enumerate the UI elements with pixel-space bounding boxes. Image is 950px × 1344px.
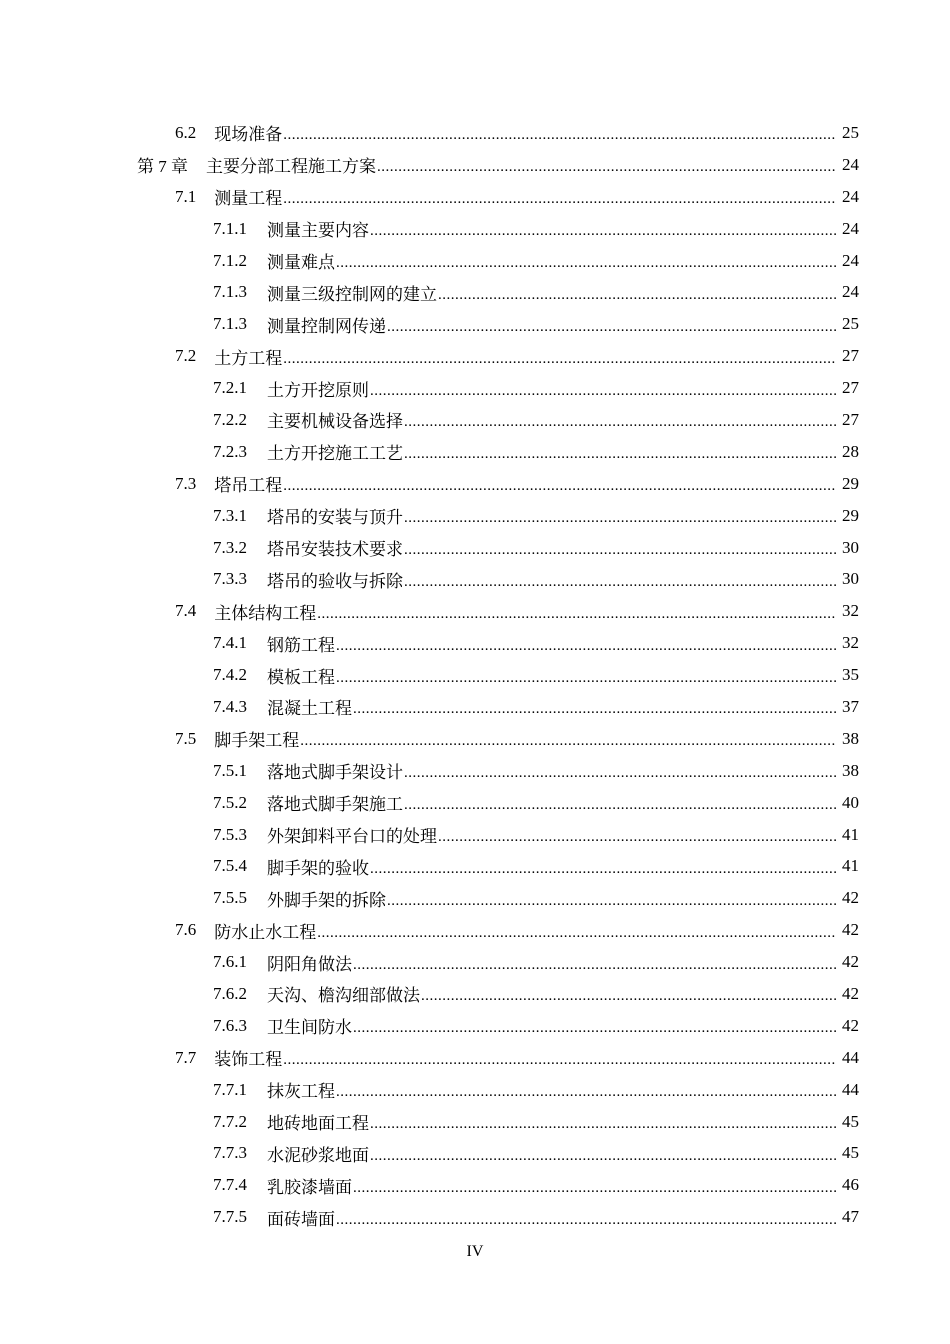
toc-entry-title: 外架卸料平台口的处理 <box>267 827 437 847</box>
toc-entry-title: 土方工程 <box>214 348 283 368</box>
toc-entry[interactable] <box>0 946 950 978</box>
toc-entry-number: 第 7 章 <box>137 157 188 177</box>
dot-leader <box>421 985 836 1002</box>
toc-entry-number: 7.7.3 <box>213 1143 247 1163</box>
toc-entry-number: 7.5.3 <box>213 824 247 844</box>
toc-entry[interactable] <box>0 595 950 627</box>
toc-entry[interactable] <box>0 436 950 468</box>
toc-entry-title: 脚手架工程 <box>214 731 300 751</box>
dot-leader <box>283 348 836 365</box>
toc-entry[interactable] <box>0 1010 950 1042</box>
toc-entry-number: 7.1.3 <box>213 282 247 302</box>
toc-entry-number: 7.3 <box>175 473 197 493</box>
toc-entry[interactable] <box>0 1106 950 1138</box>
dot-leader <box>438 826 836 843</box>
toc-entry[interactable] <box>0 1138 950 1170</box>
toc-entry[interactable] <box>0 1201 950 1233</box>
dot-leader <box>370 220 836 237</box>
dot-leader <box>370 1113 836 1130</box>
dot-leader <box>336 635 836 652</box>
toc-entry[interactable] <box>0 787 950 819</box>
toc-entry[interactable] <box>0 500 950 532</box>
toc-entry[interactable] <box>0 340 950 372</box>
toc-entry-number: 7.3.2 <box>213 537 247 557</box>
dot-leader <box>370 380 836 397</box>
dot-leader <box>353 954 836 971</box>
dot-leader <box>283 475 836 492</box>
toc-entry[interactable] <box>0 372 950 404</box>
toc-entry-page: 47 <box>842 1207 859 1227</box>
toc-entry[interactable] <box>0 659 950 691</box>
toc-entry[interactable] <box>0 1074 950 1106</box>
toc-entry-page: 42 <box>842 952 859 972</box>
toc-entry-title: 测量工程 <box>214 189 283 209</box>
toc-entry-title: 阴阳角做法 <box>267 954 352 974</box>
toc-entry-page: 24 <box>842 282 859 302</box>
toc-entry-title: 钢筋工程 <box>267 635 335 655</box>
toc-entry-title: 混凝土工程 <box>267 699 352 719</box>
toc-entry-title: 落地式脚手架施工 <box>267 795 403 815</box>
toc-entry-title: 主体结构工程 <box>214 603 317 623</box>
dot-leader <box>387 316 836 333</box>
toc-entry-page: 24 <box>842 218 859 238</box>
toc-entry-number: 7.1.2 <box>213 250 247 270</box>
toc-entry[interactable] <box>0 978 950 1010</box>
dot-leader <box>300 730 836 747</box>
toc-entry-page: 45 <box>842 1111 859 1131</box>
toc-entry-page: 30 <box>842 537 859 557</box>
dot-leader <box>404 762 836 779</box>
dot-leader <box>404 507 836 524</box>
toc-entry-page: 42 <box>842 1015 859 1035</box>
toc-entry-page: 41 <box>842 824 859 844</box>
toc-entry-number: 7.5.2 <box>213 792 247 812</box>
dot-leader <box>404 794 836 811</box>
toc-entry-title: 外脚手架的拆除 <box>267 890 386 910</box>
toc-entry-title: 装饰工程 <box>214 1050 283 1070</box>
toc-entry[interactable] <box>0 1042 950 1074</box>
dot-leader <box>438 284 836 301</box>
toc-entry-title: 面砖墙面 <box>267 1209 335 1229</box>
toc-entry[interactable] <box>0 468 950 500</box>
toc-entry-number: 7.3.3 <box>213 569 247 589</box>
toc-entry-page: 32 <box>842 601 859 621</box>
dot-leader <box>336 667 836 684</box>
dot-leader <box>283 124 836 141</box>
dot-leader <box>336 252 836 269</box>
toc-entry-page: 24 <box>842 186 859 206</box>
toc-entry-page: 42 <box>842 888 859 908</box>
toc-entry-number: 7.5.5 <box>213 888 247 908</box>
toc-entry[interactable] <box>0 563 950 595</box>
toc-entry-page: 35 <box>842 665 859 685</box>
toc-entry-number: 7.5 <box>175 728 197 748</box>
toc-entry[interactable] <box>0 914 950 946</box>
dot-leader <box>336 1209 836 1226</box>
toc-entry[interactable] <box>0 882 950 914</box>
toc-entry-page: 42 <box>842 920 859 940</box>
toc-entry-page: 24 <box>842 250 859 270</box>
toc-entry[interactable] <box>0 276 950 308</box>
toc-entry[interactable] <box>0 213 950 245</box>
toc-entry-number: 7.4.2 <box>213 665 247 685</box>
toc-entry-title: 塔吊的安装与顶升 <box>267 508 403 528</box>
toc-entry[interactable] <box>0 723 950 755</box>
dot-leader <box>404 571 836 588</box>
toc-entry-number: 7.7.4 <box>213 1175 247 1195</box>
dot-leader <box>404 443 836 460</box>
toc-entry[interactable] <box>0 181 950 213</box>
toc-entry-title: 塔吊安装技术要求 <box>267 540 403 560</box>
toc-entry-page: 25 <box>842 122 859 142</box>
toc-entry-title: 测量主要内容 <box>267 221 369 241</box>
toc-entry[interactable] <box>0 149 950 181</box>
toc-entry-number: 7.6 <box>175 920 197 940</box>
toc-entry-title: 防水止水工程 <box>214 922 317 942</box>
toc-entry-title: 测量三级控制网的建立 <box>267 284 437 304</box>
toc-entry-title: 主要机械设备选择 <box>267 412 403 432</box>
toc-entry-number: 7.2.3 <box>213 441 247 461</box>
dot-leader <box>370 858 836 875</box>
dot-leader <box>283 1049 836 1066</box>
toc-entry-page: 42 <box>842 983 859 1003</box>
toc-entry-page: 38 <box>842 760 859 780</box>
toc-entry-page: 32 <box>842 633 859 653</box>
dot-leader <box>353 698 836 715</box>
toc-entry-page: 28 <box>842 441 859 461</box>
toc-entry-number: 7.5.4 <box>213 856 247 876</box>
toc-entry-page: 27 <box>842 346 859 366</box>
toc-entry-number: 7.6.3 <box>213 1015 247 1035</box>
dot-leader <box>353 1017 836 1034</box>
toc-entry-title: 落地式脚手架设计 <box>267 763 403 783</box>
toc-entry-title: 模板工程 <box>267 667 335 687</box>
toc-entry-title: 塔吊工程 <box>214 476 283 496</box>
toc-entry-number: 7.4.3 <box>213 696 247 716</box>
toc-entry-title: 抹灰工程 <box>267 1082 335 1102</box>
toc-entry-page: 45 <box>842 1143 859 1163</box>
toc-entry-page: 37 <box>842 696 859 716</box>
toc-entry[interactable] <box>0 404 950 436</box>
toc-entry-page: 30 <box>842 569 859 589</box>
toc-entry-number: 7.2.2 <box>213 409 247 429</box>
toc-entry[interactable] <box>0 755 950 787</box>
toc-entry-page: 24 <box>842 154 859 174</box>
toc-entry-title: 天沟、檐沟细部做法 <box>267 986 420 1006</box>
toc-entry-number: 7.4.1 <box>213 633 247 653</box>
toc-entry-title: 主要分部工程施工方案 <box>206 157 376 177</box>
toc-entry[interactable] <box>0 308 950 340</box>
toc-entry-number: 7.5.1 <box>213 760 247 780</box>
toc-entry-number: 6.2 <box>175 122 197 142</box>
toc-entry-number: 7.7.2 <box>213 1111 247 1131</box>
toc-entry-title: 塔吊的验收与拆除 <box>267 571 403 591</box>
toc-entry-page: 29 <box>842 505 859 525</box>
toc-entry-title: 脚手架的验收 <box>267 858 369 878</box>
dot-leader <box>353 1177 836 1194</box>
toc-entry[interactable] <box>0 245 950 277</box>
dot-leader <box>387 890 836 907</box>
toc-entry[interactable] <box>0 1169 950 1201</box>
dot-leader <box>370 1145 836 1162</box>
toc-entry-title: 土方开挖施工工艺 <box>267 444 403 464</box>
toc-entry-title: 测量难点 <box>267 253 335 272</box>
dot-leader <box>336 1081 836 1098</box>
toc-entry-page: 27 <box>842 378 859 398</box>
dot-leader <box>317 603 836 620</box>
page-number-footer: IV <box>466 1243 484 1260</box>
toc-entry-page: 44 <box>842 1079 859 1099</box>
toc-entry-title: 乳胶漆墙面 <box>267 1177 352 1197</box>
toc-entry-number: 7.7 <box>175 1047 197 1067</box>
toc-entry-page: 29 <box>842 473 859 493</box>
dot-leader <box>317 922 836 939</box>
toc-entry[interactable] <box>0 627 950 659</box>
toc-entry-number: 7.2.1 <box>213 378 247 398</box>
toc-entry-number: 7.1 <box>175 186 197 206</box>
toc-entry-page: 40 <box>842 792 859 812</box>
dot-leader <box>404 539 836 556</box>
dot-leader <box>377 156 836 173</box>
toc-entry-number: 7.6.1 <box>213 952 247 972</box>
toc-entry-title: 卫生间防水 <box>267 1018 352 1038</box>
toc-entry-title: 现场准备 <box>214 125 283 145</box>
toc-entry[interactable] <box>0 532 950 564</box>
toc-entry[interactable] <box>0 117 950 149</box>
dot-leader <box>283 188 836 205</box>
table-of-contents <box>0 117 950 1233</box>
toc-entry[interactable] <box>0 850 950 882</box>
toc-entry-title: 测量控制网传递 <box>267 316 386 336</box>
toc-entry-number: 7.2 <box>175 346 197 366</box>
toc-entry-page: 25 <box>842 314 859 334</box>
toc-entry[interactable] <box>0 819 950 851</box>
dot-leader <box>404 411 836 428</box>
toc-entry-page: 27 <box>842 409 859 429</box>
toc-entry-number: 7.1.1 <box>213 218 247 238</box>
toc-entry-page: 46 <box>842 1175 859 1195</box>
toc-entry-number: 7.7.5 <box>213 1207 247 1227</box>
toc-entry-title: 水泥砂浆地面 <box>267 1145 369 1165</box>
toc-entry-number: 7.7.1 <box>213 1079 247 1099</box>
toc-entry-number: 7.1.3 <box>213 314 247 334</box>
toc-entry-number: 7.6.2 <box>213 983 247 1003</box>
toc-entry-page: 41 <box>842 856 859 876</box>
toc-entry-title: 地砖地面工程 <box>267 1114 369 1134</box>
toc-entry-number: 7.4 <box>175 601 197 621</box>
toc-entry[interactable] <box>0 691 950 723</box>
toc-entry-page: 38 <box>842 728 859 748</box>
toc-entry-page: 44 <box>842 1047 859 1067</box>
toc-entry-number: 7.3.1 <box>213 505 247 525</box>
toc-entry-title: 土方开挖原则 <box>267 380 369 400</box>
